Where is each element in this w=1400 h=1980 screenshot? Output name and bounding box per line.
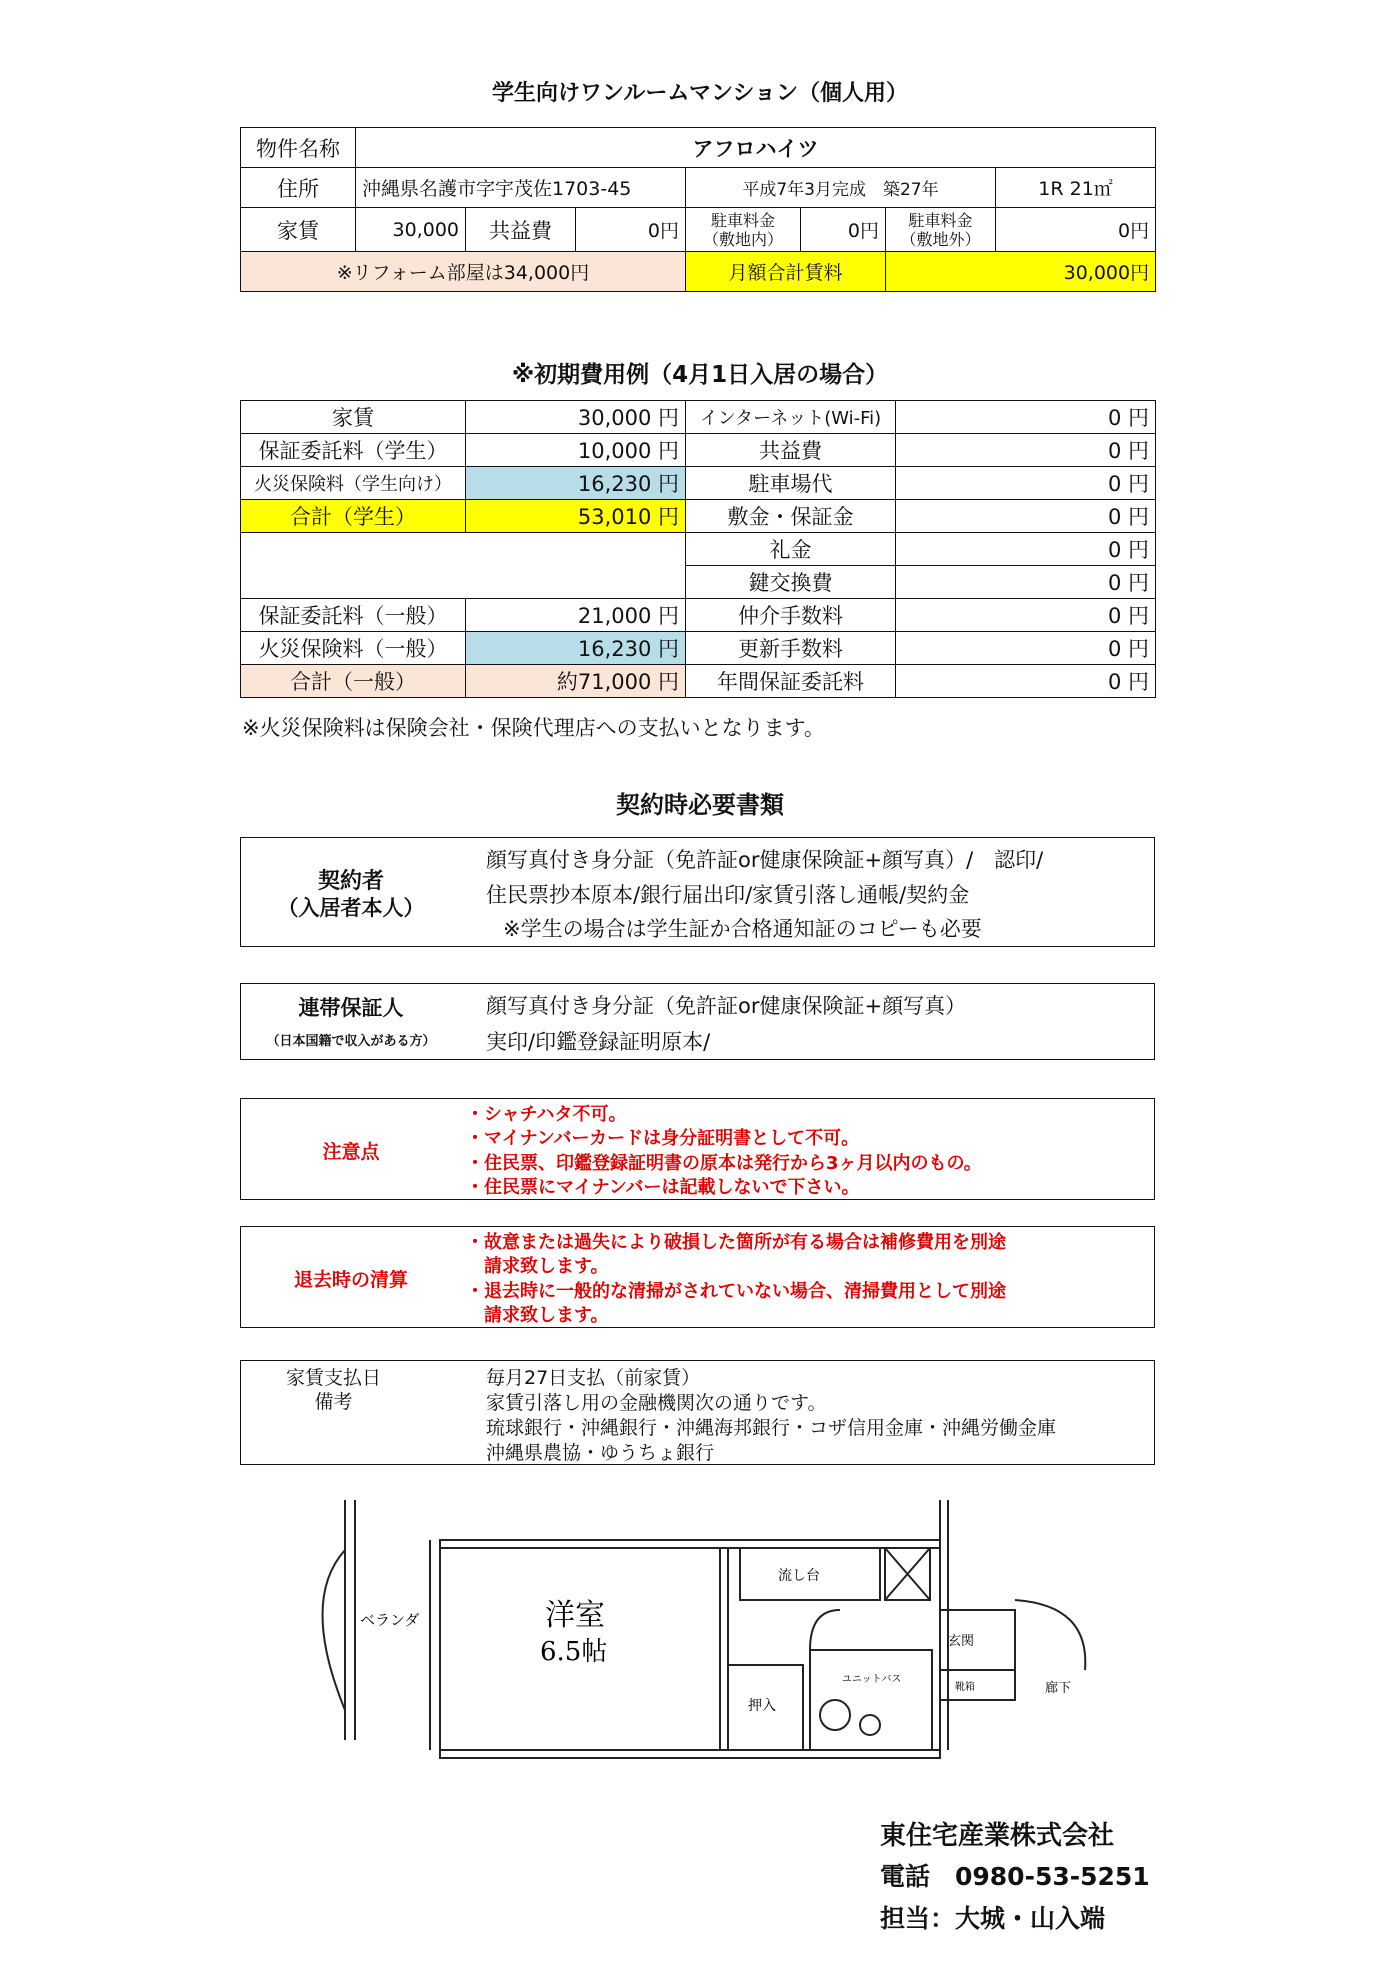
- caution-label: 注意点: [322, 1141, 380, 1163]
- cost-value: 0 円: [896, 533, 1156, 566]
- company-name: 東住宅産業株式会社: [880, 1821, 1115, 1851]
- cost-value: 21,000 円: [466, 599, 686, 632]
- corridor-label: 廊下: [1045, 1681, 1072, 1696]
- room-size: 6.5帖: [540, 1637, 608, 1667]
- remarks-label: 備考: [314, 1391, 353, 1413]
- cost-label: 更新手数料: [686, 632, 896, 665]
- monthly-total-label: 月額合計賃料: [686, 252, 886, 292]
- cost-label: 家賃: [241, 401, 466, 434]
- cost-value: 10,000 円: [466, 434, 686, 467]
- cost-value: 0 円: [896, 632, 1156, 665]
- cost-value: 0 円: [896, 467, 1156, 500]
- cost-value: 0 円: [896, 500, 1156, 533]
- closet-label: 押入: [748, 1698, 776, 1714]
- cost-value: 0 円: [896, 599, 1156, 632]
- parking-out-value: 0円: [996, 208, 1156, 252]
- unit-bath-label: ユニットバス: [842, 1674, 902, 1685]
- payment-line: 沖縄県農協・ゆうちょ銀行: [486, 1442, 715, 1464]
- cost-label: 鍵交換費: [686, 566, 896, 599]
- cost-label: 敷金・保証金: [686, 500, 896, 533]
- cost-label: 保証委託料（一般）: [241, 599, 466, 632]
- contractor-line: 住民票抄本原本/銀行届出印/家賃引落し通帳/契約金: [486, 883, 970, 907]
- cost-value: 30,000 円: [466, 401, 686, 434]
- contractor-line: ※学生の場合は学生証か合格通知証のコピーも必要: [503, 917, 982, 941]
- floor-plan: [0, 1480, 1400, 1810]
- common-fee-label: 共益費: [466, 208, 576, 252]
- caution-line: ・シャチハタ不可。: [466, 1104, 627, 1125]
- moveout-line: ・退去時に一般的な清掃がされていない場合、清掃費用として別途: [466, 1281, 1006, 1302]
- cost-label: 火災保険料（一般）: [241, 632, 466, 665]
- contractor-sublabel: （入居者本人）: [277, 896, 425, 920]
- veranda-label: ベランダ: [360, 1611, 420, 1629]
- cost-label: 駐車場代: [686, 467, 896, 500]
- guarantor-label: 連帯保証人: [298, 996, 404, 1020]
- page-title: 学生向けワンルームマンション（個人用）: [491, 81, 909, 106]
- rent-value: 30,000: [356, 208, 466, 252]
- property-name: アフロハイツ: [356, 128, 1156, 168]
- initial-costs-table: [240, 400, 1156, 698]
- entrance-label: 玄関: [948, 1634, 975, 1649]
- payment-line: 毎月27日支払（前家賃）: [486, 1367, 701, 1389]
- room-layout: 1R 21㎡: [996, 168, 1156, 208]
- property-table: [240, 127, 1156, 292]
- payment-day-label: 家賃支払日: [285, 1367, 381, 1389]
- caution-box: [240, 1098, 1155, 1200]
- cost-label: 年間保証委託料: [686, 665, 896, 698]
- room-label: 洋室: [545, 1598, 605, 1633]
- documents-title: 契約時必要書類: [616, 791, 784, 819]
- guarantor-sublabel: （日本国籍で収入がある方）: [266, 1034, 436, 1049]
- cost-label: 合計（一般）: [241, 665, 466, 698]
- company-staff: 担当：大城・山入端: [880, 1904, 1106, 1933]
- caution-line: ・住民票にマイナンバーは記載しないで下さい。: [466, 1177, 860, 1198]
- contractor-box: [240, 837, 1155, 947]
- reform-note: ※リフォーム部屋は34,000円: [241, 252, 686, 292]
- cost-value: 0 円: [896, 434, 1156, 467]
- common-fee-value: 0円: [576, 208, 686, 252]
- cost-label: 共益費: [686, 434, 896, 467]
- guarantor-box: [240, 983, 1155, 1060]
- cost-value: 0 円: [896, 566, 1156, 599]
- cost-value: 53,010 円: [466, 500, 686, 533]
- monthly-total-value: 30,000円: [886, 252, 1156, 292]
- moveout-line: ・故意または過失により破損した箇所が有る場合は補修費用を別途: [466, 1232, 1006, 1253]
- company-phone: 電話 0980-53-5251: [880, 1862, 1150, 1891]
- cost-label: インターネット(Wi-Fi): [686, 401, 896, 434]
- caution-line: ・マイナンバーカードは身分証明書として不可。: [466, 1128, 860, 1149]
- built-year: 平成7年3月完成 築27年: [686, 168, 996, 208]
- shoes-label: 靴箱: [955, 1682, 975, 1693]
- cost-label: 礼金: [686, 533, 896, 566]
- caution-line: ・住民票、印鑑登録証明書の原本は発行から3ヶ月以内のもの。: [466, 1153, 982, 1174]
- rent-label: 家賃: [241, 208, 356, 252]
- cost-label: 合計（学生）: [241, 500, 466, 533]
- cost-value: 16,230 円: [466, 467, 686, 500]
- address-value: 沖縄県名護市字宇茂佐1703-45: [356, 168, 686, 208]
- property-name-label: 物件名称: [241, 128, 356, 168]
- payment-line: 家賃引落し用の金融機関次の通りです。: [486, 1392, 827, 1414]
- moveout-box: [240, 1226, 1155, 1328]
- guarantor-line: 顔写真付き身分証（免許証or健康保険証+顔写真）: [486, 994, 967, 1018]
- initial-costs-title: ※初期費用例（4月1日入居の場合）: [511, 362, 889, 388]
- contractor-line: 顔写真付き身分証（免許証or健康保険証+顔写真）/ 認印/: [486, 848, 1044, 872]
- parking-in-value: 0円: [801, 208, 886, 252]
- cost-label: 保証委託料（学生）: [241, 434, 466, 467]
- parking-in-label: 駐車料金 （敷地内）: [686, 208, 801, 252]
- address-label: 住所: [241, 168, 356, 208]
- parking-out-label: 駐車料金 （敷地外）: [886, 208, 996, 252]
- cost-label: 仲介手数料: [686, 599, 896, 632]
- moveout-line: 請求致します。: [466, 1256, 609, 1277]
- cost-value: 16,230 円: [466, 632, 686, 665]
- cost-label: 火災保険料（学生向け）: [241, 467, 466, 500]
- payment-line: 琉球銀行・沖縄銀行・沖縄海邦銀行・コザ信用金庫・沖縄労働金庫: [486, 1417, 1057, 1439]
- cost-value: 0 円: [896, 401, 1156, 434]
- insurance-note: ※火災保険料は保険会社・保険代理店への支払いとなります。: [242, 716, 825, 740]
- contractor-label: 契約者: [317, 869, 384, 894]
- floor-plan-walls: [323, 1500, 1086, 1758]
- empty-cell: [241, 533, 686, 599]
- cost-value: 0 円: [896, 665, 1156, 698]
- moveout-line: 請求致します。: [466, 1305, 609, 1326]
- cost-value: 約71,000 円: [466, 665, 686, 698]
- payment-box: [240, 1360, 1155, 1465]
- sink-label: 流し台: [778, 1568, 820, 1584]
- guarantor-line: 実印/印鑑登録証明原本/: [486, 1030, 711, 1054]
- moveout-label: 退去時の清算: [293, 1269, 408, 1291]
